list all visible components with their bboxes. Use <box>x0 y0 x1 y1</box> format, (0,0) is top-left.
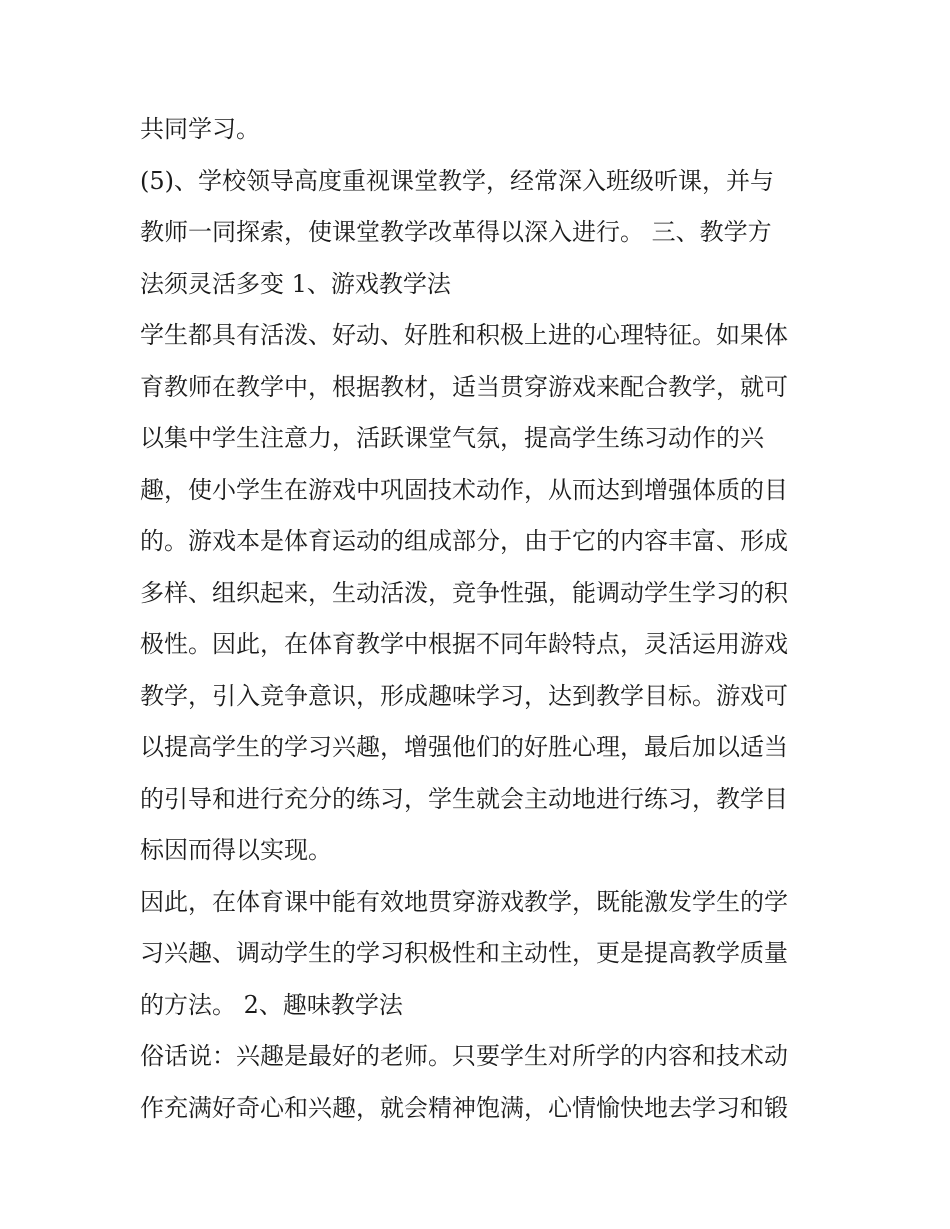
text-line: 法须灵活多变 1、游戏教学法 <box>140 269 451 298</box>
text-line: 俗话说：兴趣是最好的老师。只要学生对所学的内容和技术动 <box>140 1042 788 1070</box>
text-line: 极性。因此，在体育教学中根据不同年龄特点，灵活运用游戏 <box>140 630 788 658</box>
text-line: 标因而得以实现。 <box>140 836 332 864</box>
body-text <box>140 109 820 1139</box>
text-line: 趣，使小学生在游戏中巩固技术动作，从而达到增强体质的目 <box>140 475 788 504</box>
text-line: 多样、组织起来，生动活泼，竞争性强，能调动学生学习的积 <box>140 578 788 607</box>
text-line: 的方法。 2、趣味教学法 <box>140 990 403 1019</box>
text-line: 教师一同探索，使课堂教学改革得以深入进行。 三、教学方 <box>140 218 772 246</box>
text-line: 作充满好奇心和兴趣，就会精神饱满，心情愉快地去学习和锻 <box>140 1093 788 1122</box>
text-line: 共同学习。 <box>140 115 260 143</box>
text-line: 育教师在教学中，根据教材，适当贯穿游戏来配合教学，就可 <box>140 372 788 401</box>
text-line: 因此，在体育课中能有效地贯穿游戏教学，既能激发学生的学 <box>140 887 788 916</box>
text-line: (5)、学校领导高度重视课堂教学，经常深入班级听课，并与 <box>140 166 774 195</box>
text-line: 教学，引入竞争意识，形成趣味学习，达到教学目标。游戏可 <box>140 681 788 710</box>
text-line: 以提高学生的学习兴趣，增强他们的好胜心理，最后加以适当 <box>140 733 788 761</box>
text-line: 的。游戏本是体育运动的组成部分，由于它的内容丰富、形成 <box>140 527 788 555</box>
text-line: 的引导和进行充分的练习，学生就会主动地进行练习，教学目 <box>140 784 788 813</box>
text-line: 以集中学生注意力，活跃课堂气氛，提高学生练习动作的兴 <box>140 424 764 452</box>
text-line: 习兴趣、调动学生的学习积极性和主动性，更是提高教学质量 <box>140 939 788 967</box>
text-line: 学生都具有活泼、好动、好胜和积极上进的心理特征。如果体 <box>140 321 788 349</box>
